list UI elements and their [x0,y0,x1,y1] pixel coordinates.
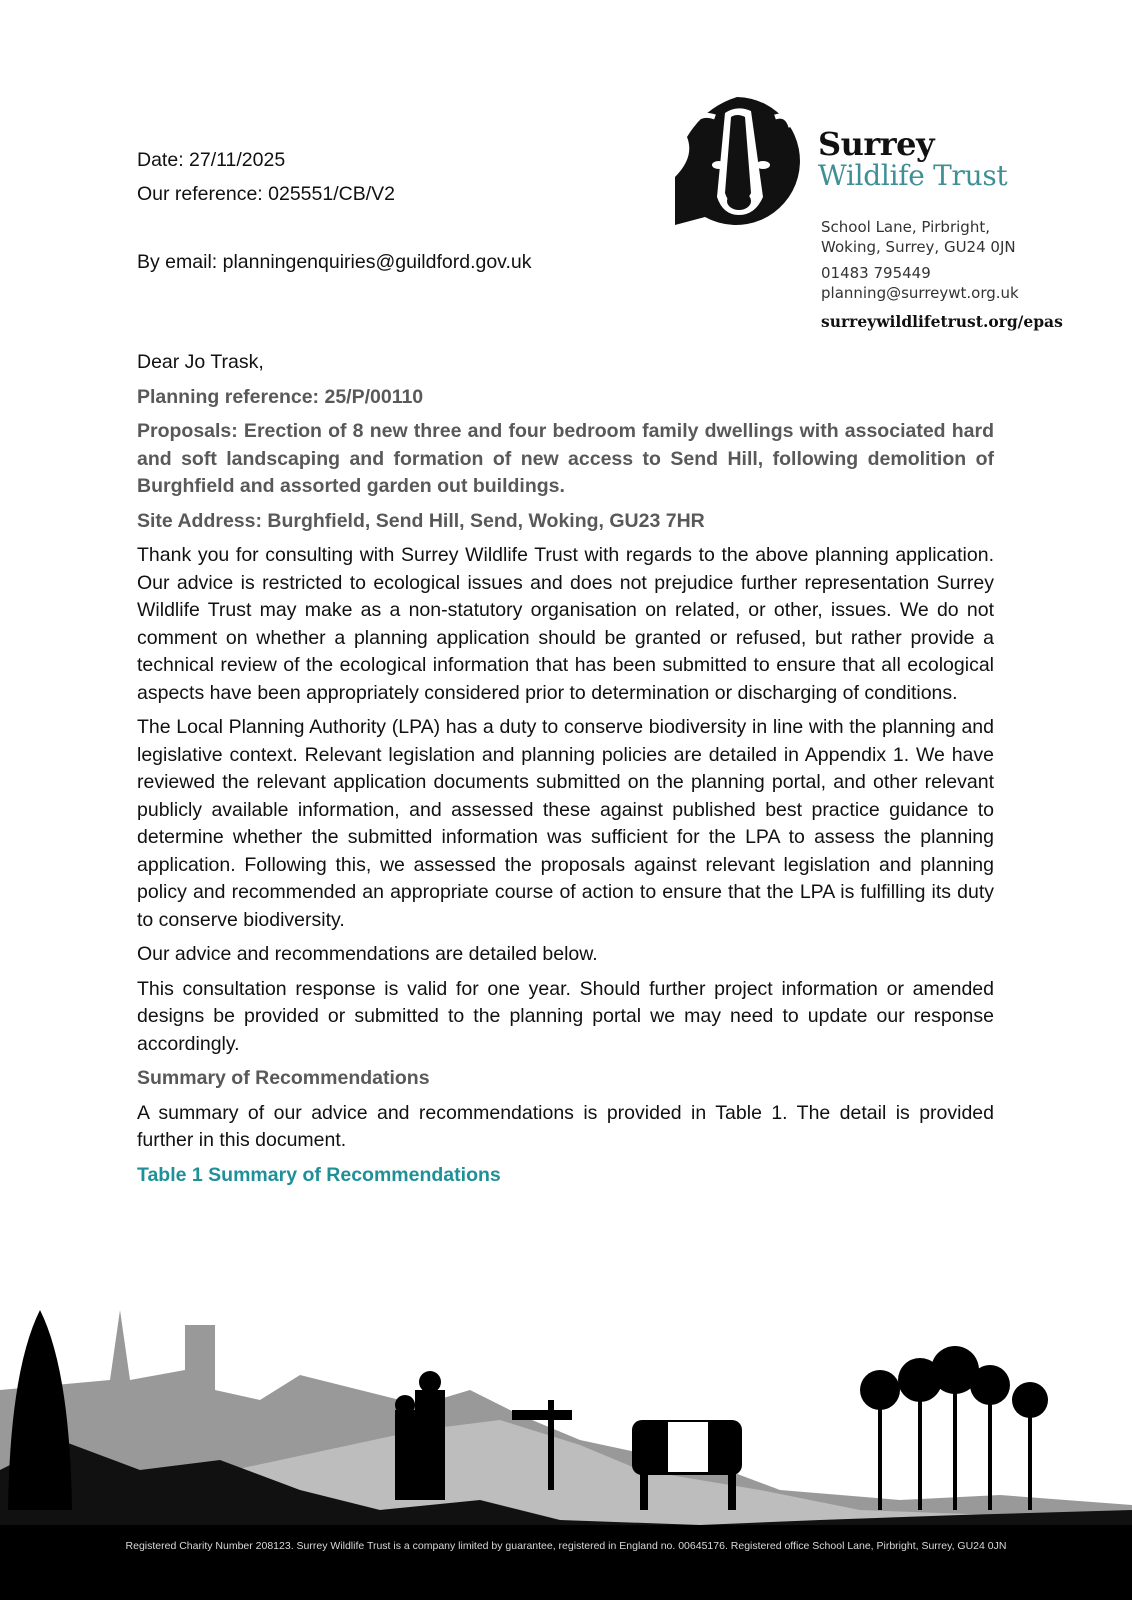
address-line1: School Lane, Pirbright, [821,218,990,236]
table-caption: Table 1 Summary of Recommendations [137,1163,501,1186]
paragraph: Thank you for consulting with Surrey Wildlife Trust with regards to the above planning application. Our advice is restricted to ecological issues and does not prejudice further representation Surrey Wildlife Trust may make as a non-statutory organisation on related, or other, issues. We do not comment on whether a planning application should be granted or refused, but rather provide a technical review of the ecological information that has been submitted to ensure that all ecological aspects have been appropriately considered prior to determination or discharging of conditions. [137,544,994,704]
badger-logo-icon [675,97,800,225]
summary-paragraph: A summary of our advice and recommendations is provided in Table 1. The detail is provided further in this document. [137,1101,994,1151]
brand-name-line2: Wildlife Trust [818,159,1008,192]
proposals: Proposals: Erection of 8 new three and four bedroom family dwellings with associated hard and soft landscaping and formation of new access to Send Hill, following demolition of Burghfield and assorted garden out buildings. [137,420,994,497]
letter-body [137,349,994,1196]
reference-line: Our reference: 025551/CB/V2 [137,183,395,205]
paragraph: Our advice and recommendations are detailed below. [137,943,598,965]
date-line: Date: 27/11/2025 [137,149,286,171]
email-line: By email: planningenquiries@guildford.gov.uk [137,251,532,273]
charity-registration-text: Registered Charity Number 208123. Surrey Wildlife Trust is a company limited by guarantee, registered in England no. 00645176. Registered office School Lane, Pirbright, Surrey, GU24 0JN [125,1540,1007,1552]
phone-number: 01483 795449 [821,264,931,282]
contact-email: planning@surreywt.org.uk [821,284,1019,302]
salutation: Dear Jo Trask, [137,351,264,373]
brand-name-line1: Surrey [818,125,935,163]
contact-details [821,217,1019,303]
planning-reference: Planning reference: 25/P/00110 [137,385,424,408]
site-address: Site Address: Burghfield, Send Hill, Send, Woking, GU23 7HR [137,509,705,532]
address-line2: Woking, Surrey, GU24 0JN [821,238,1016,256]
trust-logo-block [675,97,1095,347]
paragraph: This consultation response is valid for one year. Should further project information or amended designs be provided or submitted to the planning portal we may need to update our response accordingly. [137,977,994,1055]
website-link[interactable]: surreywildlifetrust.org/epas [821,312,1063,331]
summary-heading: Summary of Recommendations [137,1067,430,1089]
letter-meta [137,143,532,279]
paragraph: The Local Planning Authority (LPA) has a duty to conserve biodiversity in line with the planning and legislative context. Relevant legislation and planning policies are detailed in Appendix 1. We have reviewed the relevant application documents submitted on the planning portal, and other relevant publicly available information, and assessed these against published best practice guidance to determine whether the submitted information was sufficient for the LPA to assess the planning application. Following this, we assessed the proposals against relevant legislation and planning policy and recommended an appropriate course of action to ensure that the LPA is fulfilling its duty to conserve biodiversity. [137,716,994,931]
